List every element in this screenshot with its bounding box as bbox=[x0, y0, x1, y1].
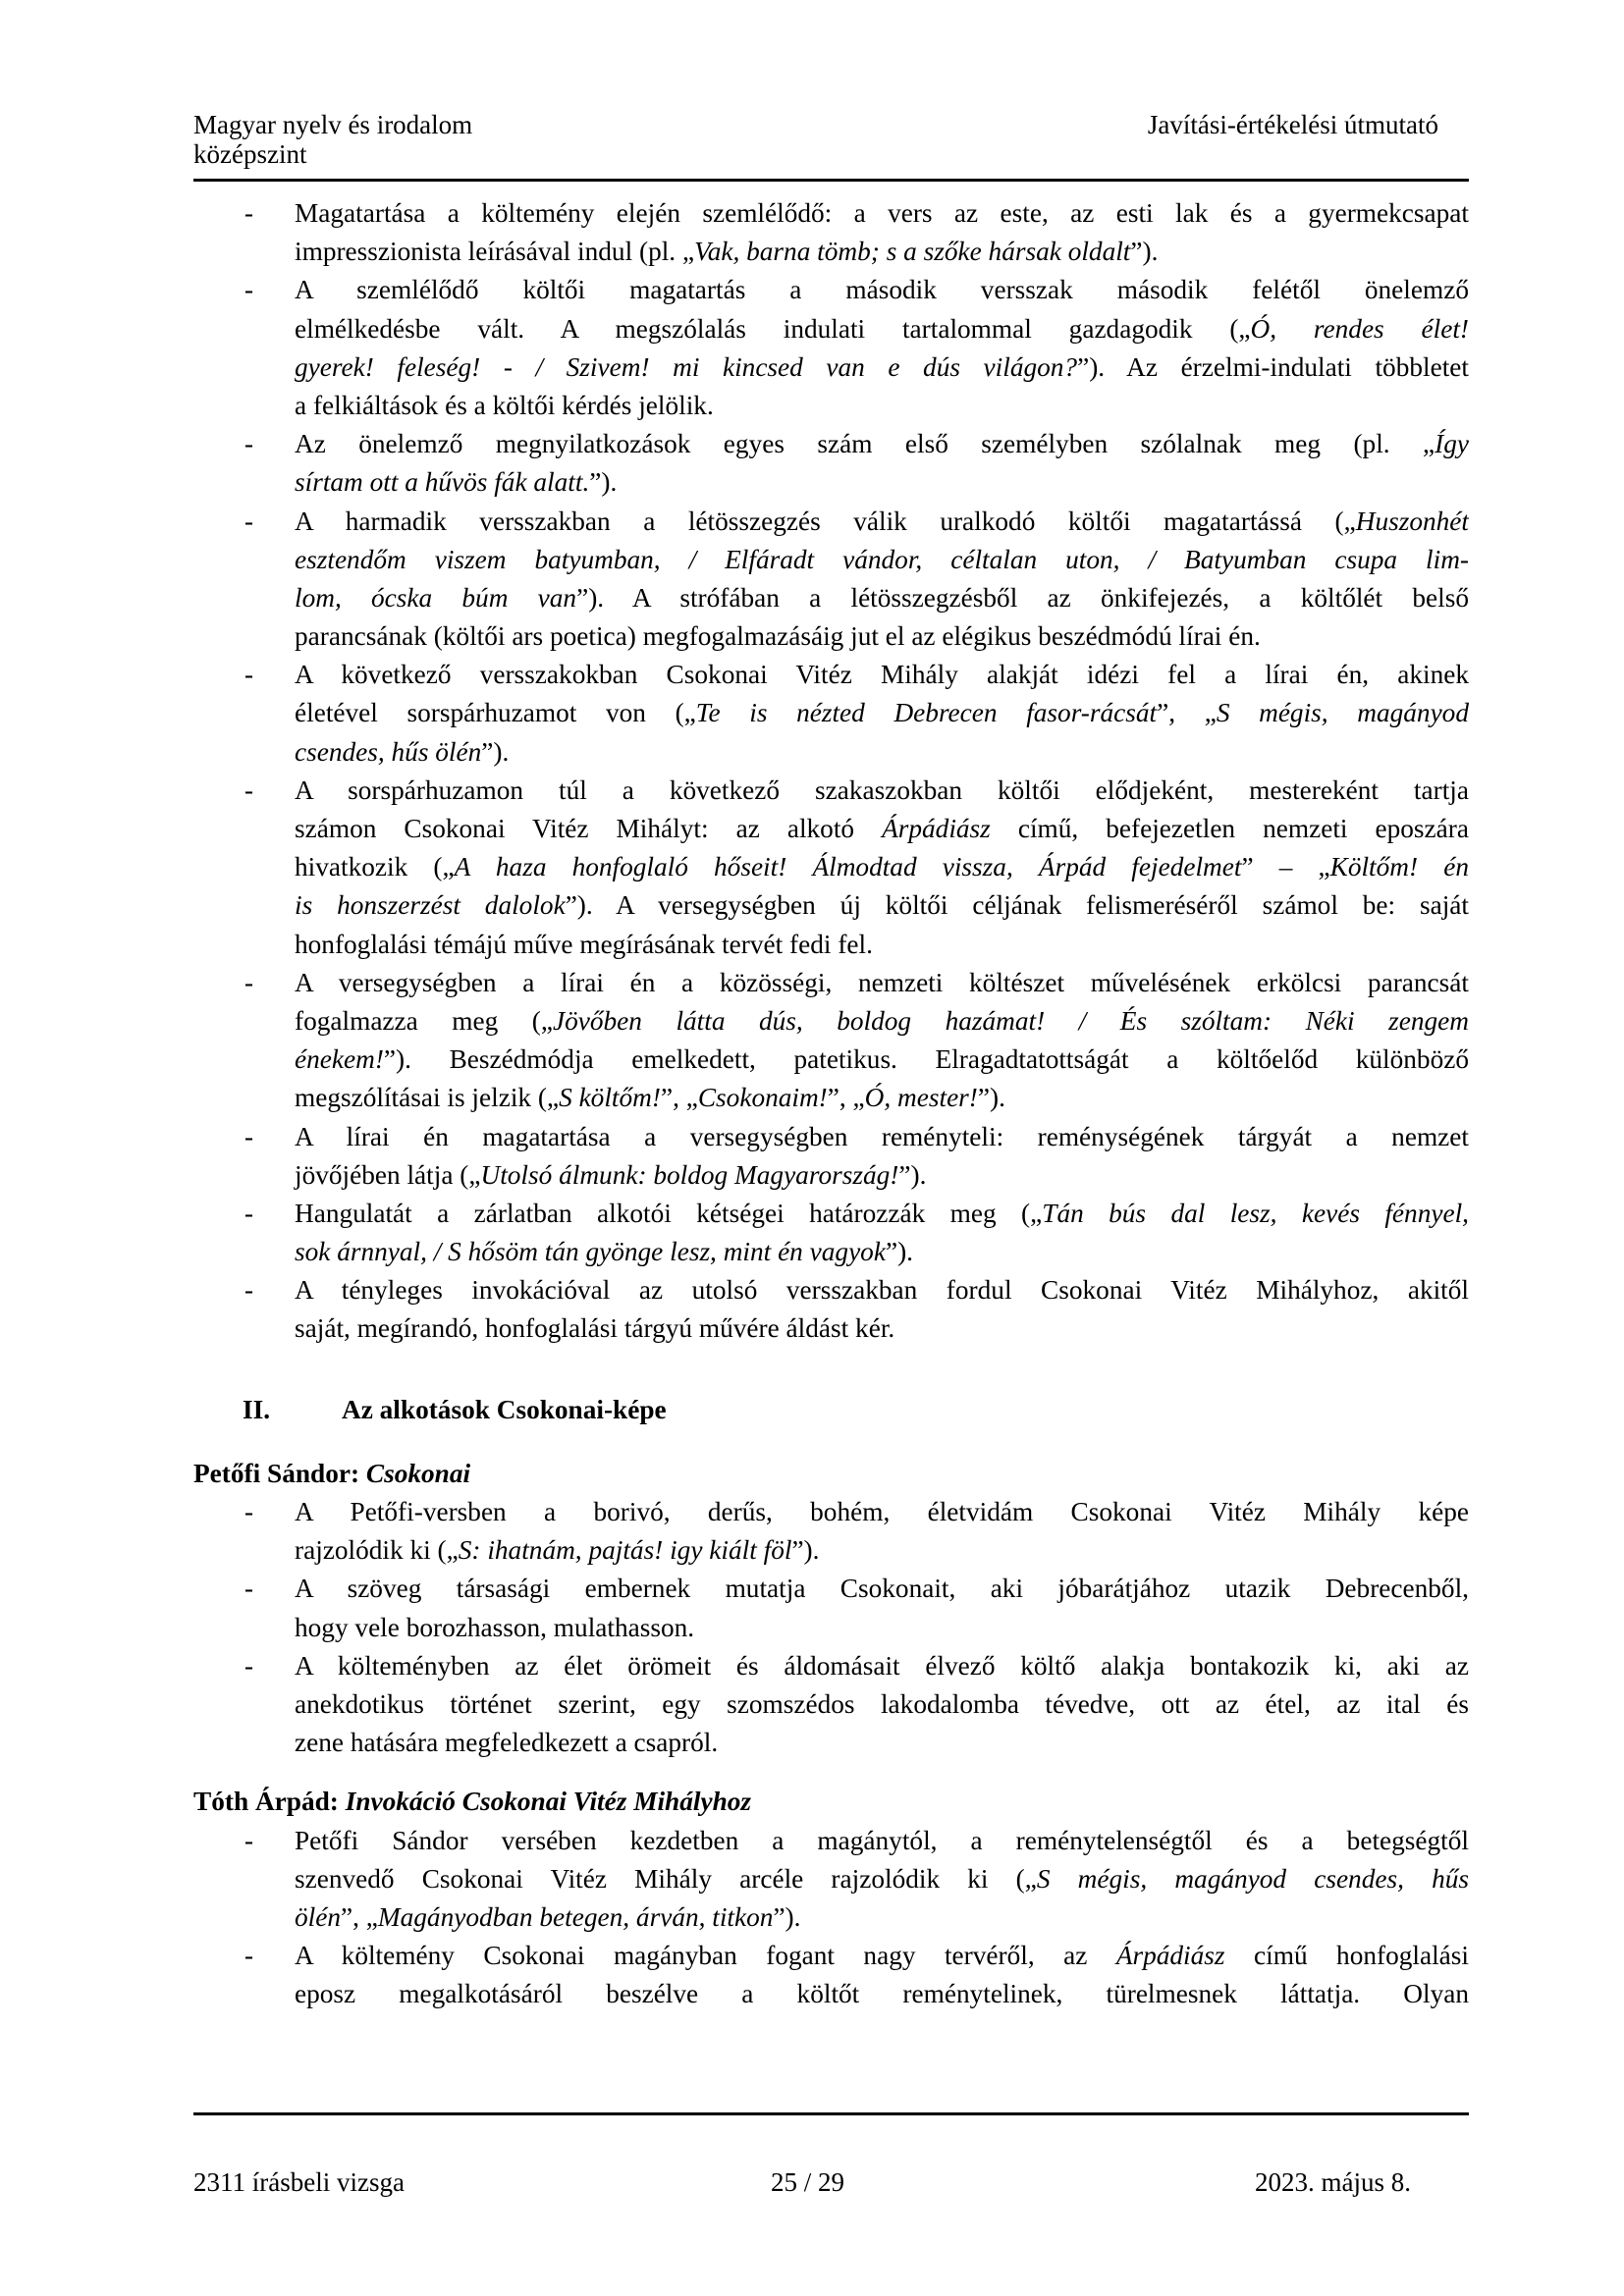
body-text: elmélkedésbe vált. A megszólalás indulati tartalommal gazdagodik („ bbox=[295, 313, 1251, 344]
bullet-dash: - bbox=[244, 1941, 253, 1971]
quote-text: csendes, hűs ölén bbox=[295, 736, 482, 767]
body-text: ”). bbox=[885, 1237, 913, 1267]
footer-rule bbox=[193, 2112, 1469, 2115]
quote-text: Árpádiász bbox=[882, 814, 991, 843]
bullet-dash: - bbox=[244, 967, 253, 997]
work-author: Petőfi Sándor: bbox=[193, 1458, 366, 1488]
body-text: A Petőfi-versben a borivó, derűs, bohém, életvidám Csokonai Vitéz Mihály képe bbox=[295, 1497, 1469, 1526]
body-text: A versegységben a lírai én a közösségi, nemzeti költészet művelésének erkölcsi parancsát bbox=[295, 967, 1469, 997]
bullet-item bbox=[193, 194, 1469, 271]
body-text: ”). Az érzelmi-indulati többletet bbox=[1077, 351, 1469, 382]
text-line bbox=[295, 1156, 1469, 1195]
body-text: A következő versszakokban Csokonai Vitéz Mihály alakját idézi fel a lírai én, akinek bbox=[295, 660, 1469, 690]
quote-text: S mégis, magányod csendes, hűs bbox=[1036, 1863, 1469, 1894]
text-line bbox=[295, 1233, 1469, 1271]
text-line bbox=[295, 387, 1469, 425]
bullet-item bbox=[193, 964, 1469, 1118]
body-text: impresszionista leírásával indul (pl. „ bbox=[295, 237, 695, 267]
body-text: Az önelemző megnyilatkozások egyes szám első személyben szólalnak meg (pl. „ bbox=[295, 429, 1435, 459]
body-text: eposz megalkotásáról beszélve a költőt reménytelinek, türelmesnek láttatja. Olyan bbox=[295, 1979, 1469, 2009]
bullet-dash: - bbox=[244, 275, 253, 305]
text-line bbox=[295, 463, 1469, 502]
body-text: ”). bbox=[898, 1159, 927, 1190]
text-line bbox=[295, 656, 1469, 694]
body-text: ”, „ bbox=[827, 1083, 865, 1113]
body-text: A tényleges invokációval az utolsó versszakban fordul Csokonai Vitéz Mihályhoz, akitől bbox=[295, 1275, 1469, 1306]
section-title: Az alkotások Csokonai-képe bbox=[342, 1394, 667, 1424]
quote-text: ölén bbox=[295, 1901, 341, 1932]
work-author: Tóth Árpád: bbox=[193, 1787, 346, 1817]
header-level: középszint bbox=[193, 139, 307, 169]
body-text: Magatartása a költemény elején szemlélődő: a vers az este, az esti lak és a gyermekcsapat bbox=[295, 198, 1469, 228]
body-text: című honfoglalási bbox=[1224, 1941, 1469, 1971]
text-line bbox=[295, 579, 1469, 617]
quote-text: Tán bús dal lesz, kevés fénnyel, bbox=[1042, 1198, 1469, 1228]
text-line bbox=[295, 1937, 1469, 1975]
quote-text: gyerek! feleség! - / Szivem! mi kincsed van e dús világon? bbox=[295, 351, 1078, 382]
text-line bbox=[295, 348, 1469, 387]
body-text: A költeményben az élet örömeit és áldomásait élvező költő alakja bontakozik ki, aki az bbox=[295, 1650, 1469, 1681]
body-text: életével sorspárhuzamot von („ bbox=[295, 698, 696, 728]
body-text: parancsának (költői ars poetica) megfogalmazásáig jut el az elégikus beszédmódú lírai én. bbox=[295, 621, 1261, 652]
body-text: A sorspárhuzamon túl a következő szakaszokban költői elődjeként, mestereként tartja bbox=[295, 774, 1469, 805]
body-text: ” – „ bbox=[1241, 852, 1330, 882]
body-text: honfoglalási témájú műve megírásának tervét fedi fel. bbox=[295, 929, 873, 959]
body-text: ”). Beszédmódja emelkedett, patetikus. Elragadtatottságát a költőelőd különböző bbox=[383, 1044, 1469, 1075]
text-line bbox=[295, 1041, 1469, 1079]
bullet-dash: - bbox=[244, 1121, 253, 1151]
header-subject: Magyar nyelv és irodalom bbox=[193, 110, 473, 139]
body-text: fogalmazza meg („ bbox=[295, 1005, 553, 1036]
bullet-item bbox=[193, 1271, 1469, 1348]
bullet-item bbox=[193, 503, 1469, 657]
text-line bbox=[295, 1271, 1469, 1309]
quote-text: Te is nézted Debrecen fasor-rácsát bbox=[695, 698, 1158, 728]
body-text: jövőjében látja („ bbox=[295, 1159, 481, 1190]
work-title: Csokonai bbox=[365, 1458, 471, 1488]
bullet-item bbox=[193, 1647, 1469, 1763]
text-line bbox=[295, 1570, 1469, 1608]
body-text: megszólításai is jelzik („ bbox=[295, 1083, 560, 1113]
text-line bbox=[295, 964, 1469, 1002]
bullet-dash: - bbox=[244, 1497, 253, 1526]
work-heading bbox=[193, 1455, 1469, 1493]
bullet-dash: - bbox=[244, 1198, 253, 1228]
text-line bbox=[295, 617, 1469, 656]
text-line bbox=[295, 848, 1469, 886]
text-line bbox=[295, 1975, 1469, 2013]
text-line bbox=[295, 694, 1469, 732]
body-text: A harmadik versszakban a létösszegzés válik uralkodó költői magatartássá („ bbox=[295, 506, 1356, 536]
quote-text: S mégis, magányod bbox=[1216, 698, 1469, 728]
text-line bbox=[295, 194, 1469, 233]
text-line bbox=[295, 733, 1469, 772]
text-line bbox=[295, 810, 1469, 848]
text-line bbox=[295, 1898, 1469, 1937]
body-text: szenvedő Csokonai Vitéz Mihály arcéle rajzolódik ki („ bbox=[295, 1863, 1037, 1894]
text-line bbox=[295, 1685, 1469, 1724]
body-text: ”, „ bbox=[341, 1901, 378, 1932]
footer-exam-code: 2311 írásbeli vizsga bbox=[193, 2167, 405, 2197]
work-title: Invokáció Csokonai Vitéz Mihályhoz bbox=[345, 1787, 752, 1817]
quote-text: lom, ócska búm van bbox=[295, 582, 577, 613]
quote-text: Jövőben látta dús, boldog hazámat! / És szóltam: Néki zengem bbox=[553, 1005, 1469, 1036]
body-text: ”). bbox=[589, 467, 618, 498]
bullet-dash: - bbox=[244, 1825, 253, 1855]
section-number: II. bbox=[243, 1394, 271, 1424]
quote-text: Ó, rendes élet! bbox=[1250, 313, 1469, 344]
quote-text: Így bbox=[1435, 429, 1469, 459]
text-line bbox=[295, 772, 1469, 810]
body-text: a felkiáltások és a költői kérdés jelölik. bbox=[295, 390, 714, 420]
body-text: ”). bbox=[977, 1083, 1005, 1113]
bullet-item bbox=[193, 1493, 1469, 1570]
header-left bbox=[193, 110, 472, 169]
text-line bbox=[295, 541, 1469, 579]
text-line bbox=[295, 425, 1469, 463]
bullet-item bbox=[193, 425, 1469, 502]
bullet-item bbox=[193, 271, 1469, 425]
quote-text: Utolsó álmunk: boldog Magyarország! bbox=[480, 1159, 899, 1190]
work-heading bbox=[193, 1783, 1469, 1821]
text-line bbox=[295, 1309, 1469, 1348]
bullet-item bbox=[193, 1937, 1469, 2013]
body-text: ”). bbox=[481, 736, 510, 767]
text-line bbox=[295, 1724, 1469, 1762]
bullet-dash: - bbox=[244, 1650, 253, 1681]
body-text: A szemlélődő költői magatartás a második versszak második felétől önelemző bbox=[295, 275, 1469, 305]
body-text: ”). bbox=[1130, 237, 1159, 267]
body-text: ”, „ bbox=[1157, 698, 1217, 728]
header-right: Javítási-értékelési útmutató bbox=[1147, 110, 1438, 139]
quote-text: Költőm! én bbox=[1329, 852, 1469, 882]
bullet-dash: - bbox=[244, 774, 253, 805]
footer-page-number: 25 / 29 bbox=[771, 2167, 845, 2197]
body-text: című, befejezetlen nemzeti eposzára bbox=[990, 814, 1469, 843]
bullet-dash: - bbox=[244, 506, 253, 536]
body-text: saját, megírandó, honfoglalási tárgyú művére áldást kér. bbox=[295, 1313, 895, 1344]
body-text: Petőfi Sándor versében kezdetben a magánytól, a reménytelenségtől és a betegségtől bbox=[295, 1825, 1469, 1855]
header-rule bbox=[193, 179, 1469, 182]
bullet-item bbox=[193, 656, 1469, 772]
quote-text: Árpádiász bbox=[1115, 1941, 1225, 1971]
body-text: ”). A versegységben új költői céljának felismeréséről számol be: saját bbox=[565, 890, 1469, 921]
text-line bbox=[295, 1609, 1469, 1647]
bullet-dash: - bbox=[244, 660, 253, 690]
body-text: ”). bbox=[773, 1901, 801, 1932]
bullet-dash: - bbox=[244, 1275, 253, 1306]
quote-text: is honszerzést dalolok bbox=[295, 890, 566, 921]
footer-date: 2023. május 8. bbox=[1255, 2167, 1411, 2197]
text-line bbox=[295, 1647, 1469, 1685]
text-line bbox=[295, 271, 1469, 309]
text-line bbox=[295, 1118, 1469, 1156]
text-line bbox=[295, 1531, 1469, 1570]
quote-text: esztendőm viszem batyumban, / Elfáradt vándor, céltalan uton, / Batyumban csupa lim- bbox=[295, 544, 1469, 574]
quote-text: Huszonhét bbox=[1355, 506, 1469, 536]
body-text: A lírai én magatartása a versegységben reményteli: reménységének tárgyát a nemzet bbox=[295, 1121, 1469, 1151]
bullet-item bbox=[193, 772, 1469, 964]
quote-text: sírtam ott a hűvös fák alatt. bbox=[295, 467, 590, 498]
quote-text: Magányodban betegen, árván, titkon bbox=[377, 1901, 774, 1932]
text-line bbox=[295, 310, 1469, 348]
quote-text: S költőm! bbox=[559, 1083, 661, 1113]
text-line bbox=[295, 1822, 1469, 1860]
quote-text: Vak, barna tömb; s a szőke hársak oldalt bbox=[694, 237, 1131, 267]
bullet-item bbox=[193, 1195, 1469, 1271]
quote-text: Ó, mester! bbox=[864, 1083, 978, 1113]
text-line bbox=[295, 503, 1469, 541]
quote-text: Csokonaim! bbox=[697, 1083, 828, 1113]
body-text: A szöveg társasági embernek mutatja Csokonait, aki jóbarátjához utazik Debrecenből, bbox=[295, 1574, 1469, 1604]
text-line bbox=[295, 233, 1469, 271]
text-line bbox=[295, 926, 1469, 964]
body-text: A költemény Csokonai magányban fogant nagy tervéről, az bbox=[295, 1941, 1116, 1971]
bullet-item bbox=[193, 1570, 1469, 1646]
body-text: zene hatására megfeledkezett a csapról. bbox=[295, 1728, 719, 1758]
text-line bbox=[295, 886, 1469, 925]
text-line bbox=[295, 1195, 1469, 1233]
body-text: hivatkozik („ bbox=[295, 852, 455, 882]
bullet-item bbox=[193, 1118, 1469, 1195]
body-text: számon Csokonai Vitéz Mihályt: az alkotó bbox=[295, 814, 883, 843]
body-text: Hangulatát a zárlatban alkotói kétségei határozzák meg („ bbox=[295, 1198, 1043, 1228]
body-text: ”, „ bbox=[660, 1083, 698, 1113]
text-line bbox=[295, 1079, 1469, 1117]
quote-text: A haza honfoglaló hőseit! Álmodtad vissza, Árpád fejedelmet bbox=[454, 852, 1242, 882]
body-text: anekdotikus történet szerint, egy szomszédos lakodalomba tévedve, ott az étel, az ital és bbox=[295, 1688, 1469, 1719]
document-body bbox=[193, 194, 1469, 2013]
bullet-dash: - bbox=[244, 429, 253, 459]
text-line bbox=[295, 1493, 1469, 1531]
body-text: ”). bbox=[791, 1535, 820, 1566]
text-line bbox=[295, 1002, 1469, 1041]
body-text: ”). A strófában a létösszegzésből az önkifejezés, a költőlét belső bbox=[576, 582, 1469, 613]
bullet-item bbox=[193, 1822, 1469, 1938]
quote-text: sok árnnyal, / S hősöm tán gyönge lesz, mint én vagyok bbox=[295, 1237, 886, 1267]
quote-text: énekem! bbox=[295, 1044, 384, 1075]
bullet-dash: - bbox=[244, 1574, 253, 1604]
bullet-dash: - bbox=[244, 198, 253, 228]
text-line bbox=[295, 1860, 1469, 1898]
body-text: rajzolódik ki („ bbox=[295, 1535, 459, 1566]
quote-text: S: ihatnám, pajtás! igy kiált föl bbox=[458, 1535, 792, 1566]
section-heading bbox=[193, 1391, 1469, 1429]
body-text: hogy vele borozhasson, mulathasson. bbox=[295, 1612, 695, 1642]
